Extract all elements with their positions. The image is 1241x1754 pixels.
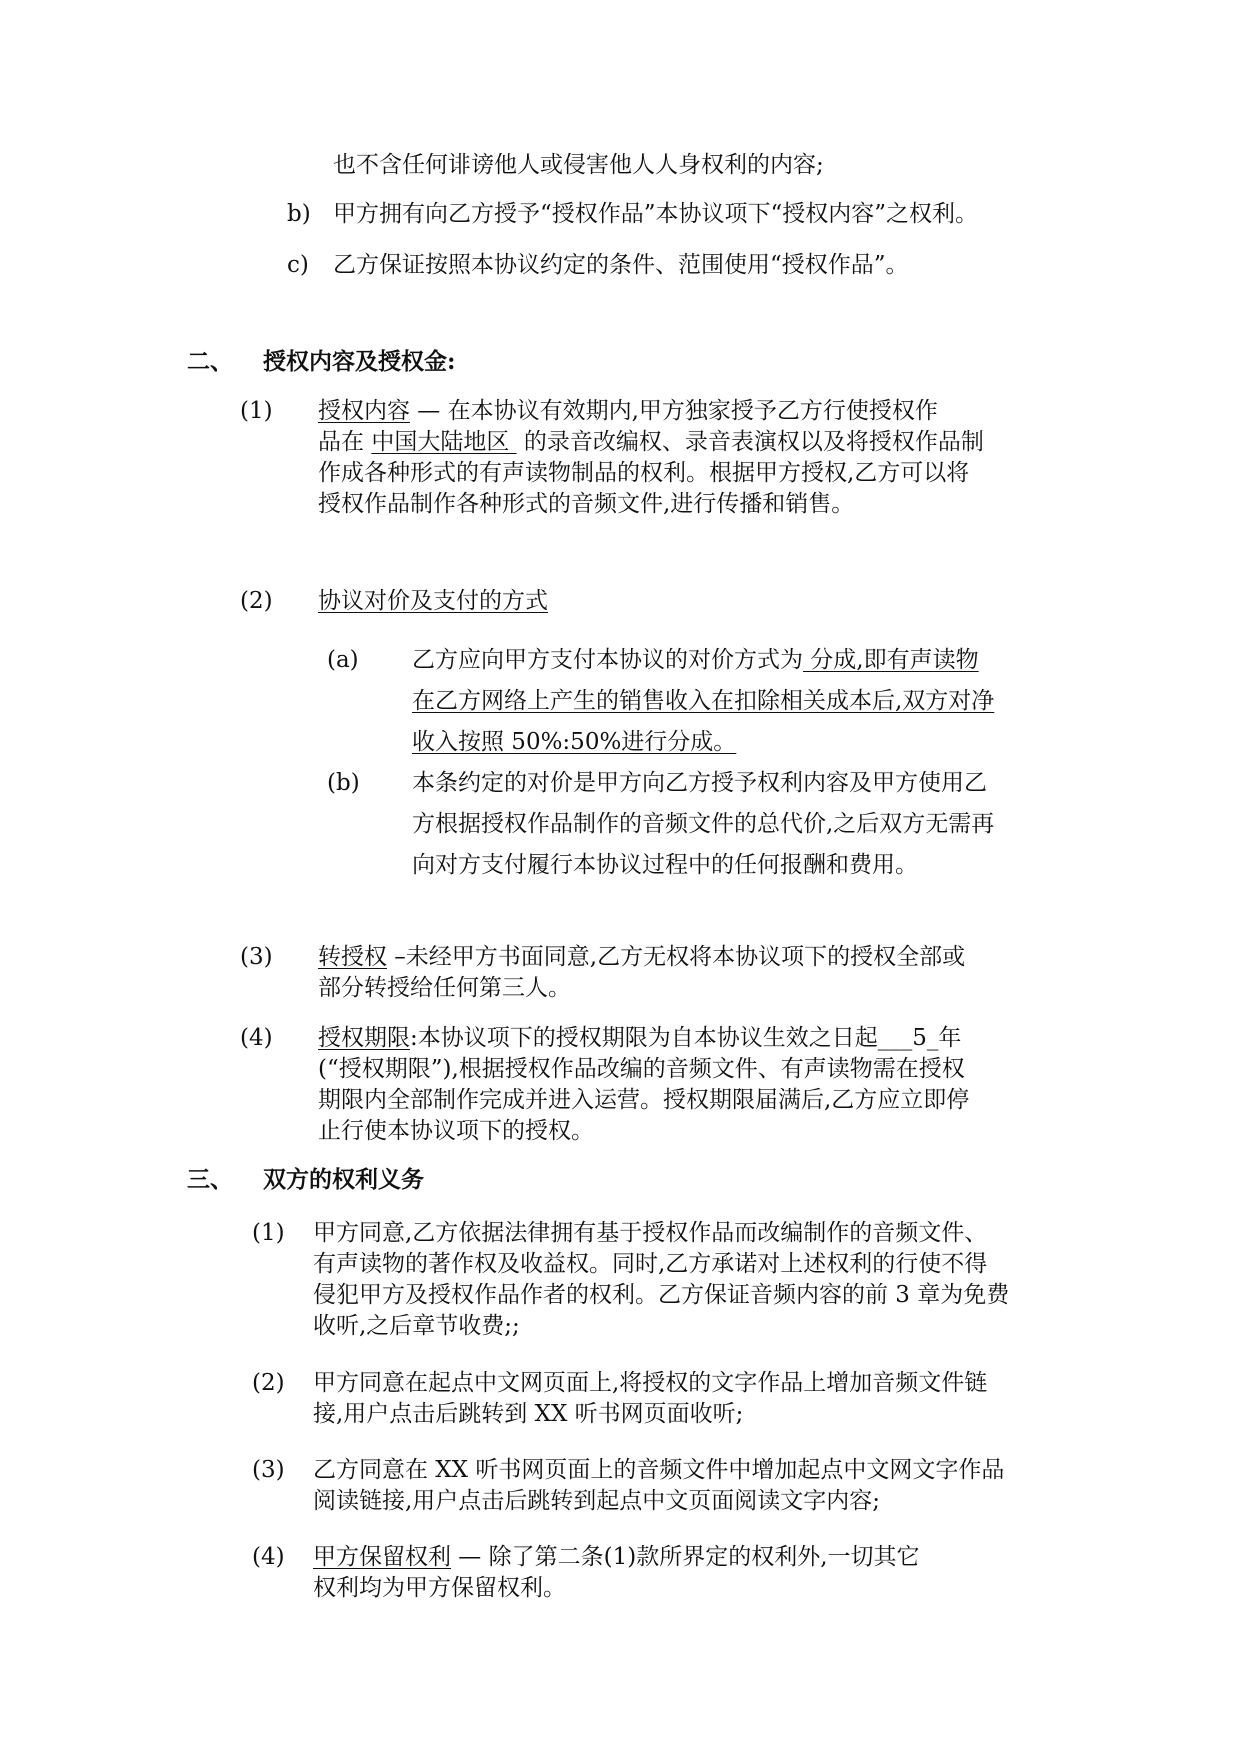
- s2-item3-label: 转授权: [318, 944, 387, 970]
- s3-item2-line1: 甲方同意在起点中文网页面上,将授权的文字作品上增加音频文件链: [313, 1370, 988, 1396]
- clause-c-marker: c): [287, 252, 309, 278]
- s2-item2-b-marker: (b): [327, 770, 360, 796]
- s2-item1-line1: [318, 396, 938, 426]
- s2-item3-line2: 部分转授给任何第三人。: [318, 975, 571, 1001]
- section-2-number: 二、: [187, 348, 233, 375]
- s3-item2-line2: 接,用户点击后跳转到 XX 听书网页面收听;: [313, 1401, 744, 1427]
- s2-item2-label: 协议对价及支付的方式: [318, 588, 548, 614]
- clause-b-marker: b): [287, 201, 311, 227]
- s2-item4-marker: (4): [240, 1025, 273, 1051]
- s2-item2-b-line2: 方根据授权作品制作的音频文件的总代价,之后双方无需再: [412, 811, 995, 837]
- s2-item1-line4: 授权作品制作各种形式的音频文件,进行传播和销售。: [318, 491, 855, 517]
- s2-item2-a-line1-pre: 乙方应向甲方支付本协议的对价方式为: [412, 647, 803, 673]
- s2-item4-line1: [318, 1023, 961, 1053]
- s3-item3-line2: 阅读链接,用户点击后跳转到起点中文页面阅读文字内容;: [313, 1488, 881, 1514]
- s3-item1-line1: 甲方同意,乙方依据法律拥有基于授权作品而改编制作的音频文件、: [313, 1220, 988, 1246]
- s2-item4-label: 授权期限: [318, 1025, 410, 1051]
- clause-c-text: 乙方保证按照本协议约定的条件、范围使用“授权作品”。: [333, 252, 909, 278]
- s2-item4-line3: 期限内全部制作完成并进入运营。授权期限届满后,乙方应立即停: [318, 1087, 970, 1113]
- s2-item2-a-line1: [412, 645, 979, 675]
- s2-item1-marker: (1): [240, 398, 273, 424]
- s3-item4-marker: (4): [252, 1544, 285, 1570]
- s3-item1-marker: (1): [252, 1220, 285, 1246]
- s2-item2-a-marker: (a): [327, 647, 359, 673]
- s2-item4-line4: 止行使本协议项下的授权。: [318, 1118, 594, 1144]
- s2-item4-line1-rest: :本协议项下的授权期限为自本协议生效之日起___5_年: [410, 1025, 962, 1051]
- s2-item1-line2-pre: 品在: [318, 429, 372, 455]
- s2-item2-a-line2: 在乙方网络上产生的销售收入在扣除相关成本后,双方对净: [412, 688, 995, 714]
- s2-item1-line2-post: 的录音改编权、录音表演权以及将授权作品制: [516, 429, 984, 455]
- s3-item1-line3: 侵犯甲方及授权作品作者的权利。乙方保证音频内容的前 3 章为免费: [313, 1282, 1010, 1308]
- s2-item4-line2: (“授权期限”),根据授权作品改编的音频文件、有声读物需在授权: [318, 1056, 965, 1082]
- section-3-number: 三、: [187, 1166, 233, 1193]
- s2-item1-line1-rest: — 在本协议有效期内,甲方独家授予乙方行使授权作: [410, 398, 938, 424]
- clause-a-continuation: 也不含任何诽谤他人或侵害他人人身权利的内容;: [333, 152, 824, 178]
- s2-item2-b-line3: 向对方支付履行本协议过程中的任何报酬和费用。: [412, 852, 918, 878]
- s3-item4-line1-rest: — 除了第二条(1)款所界定的权利外,一切其它: [451, 1544, 920, 1570]
- s2-item2-marker: (2): [240, 588, 273, 614]
- clause-b-text: 甲方拥有向乙方授予“授权作品”本协议项下“授权内容”之权利。: [333, 201, 979, 227]
- section-3-title: 双方的权利义务: [263, 1166, 424, 1193]
- s2-item1-region: 中国大陆地区: [371, 429, 517, 455]
- s3-item4-line2: 权利均为甲方保留权利。: [313, 1575, 566, 1601]
- s3-item4-line1: [313, 1542, 920, 1572]
- s2-item2-a-line3: 收入按照 50%:50%进行分成。: [412, 729, 737, 755]
- s2-item3-line1-rest: –未经甲方书面同意,乙方无权将本协议项下的授权全部或: [387, 944, 966, 970]
- section-2-title: 授权内容及授权金:: [263, 348, 456, 375]
- s2-item1-line2: [318, 427, 984, 457]
- s2-item3-marker: (3): [240, 944, 273, 970]
- s2-item2-b-line1: 本条约定的对价是甲方向乙方授予权利内容及甲方使用乙: [412, 770, 987, 796]
- s3-item3-line1: 乙方同意在 XX 听书网页面上的音频文件中增加起点中文网文字作品: [313, 1457, 1005, 1483]
- s3-item4-label: 甲方保留权利: [313, 1544, 451, 1570]
- s2-item1-line3: 作成各种形式的有声读物制品的权利。根据甲方授权,乙方可以将: [318, 460, 970, 486]
- s2-item3-line1: [318, 942, 965, 972]
- s2-item2-a-line1-underlined: 分成,即有声读物: [803, 647, 979, 673]
- s3-item2-marker: (2): [252, 1370, 285, 1396]
- s2-item1-label: 授权内容: [318, 398, 410, 424]
- s3-item1-line4: 收听,之后章节收费;;: [313, 1313, 520, 1339]
- s3-item3-marker: (3): [252, 1457, 285, 1483]
- s3-item1-line2: 有声读物的著作权及收益权。同时,乙方承诺对上述权利的行使不得: [313, 1251, 988, 1277]
